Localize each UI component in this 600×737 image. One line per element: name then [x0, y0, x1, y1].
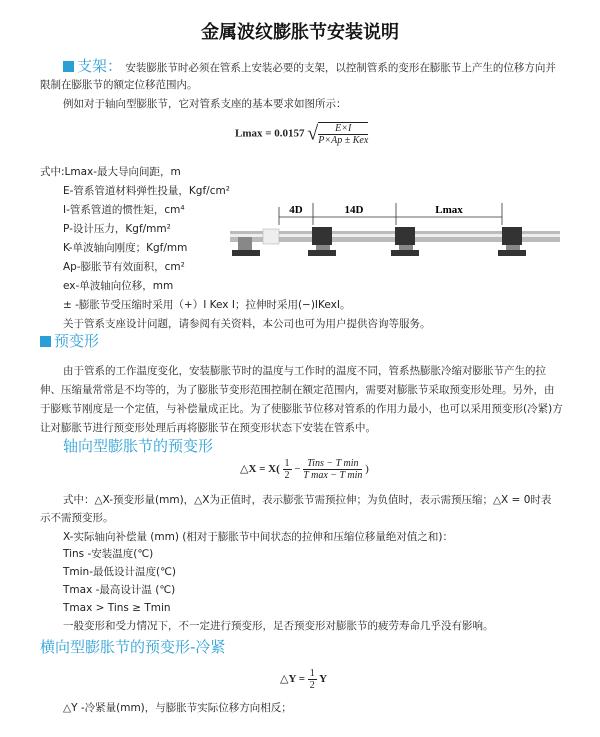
support-heading: 支架：	[63, 57, 122, 75]
lateral-formula: △Y = $\frac{1}{2}$ Y	[280, 668, 328, 691]
legend-item: K-单波轴向刚度；Kgf/mm	[63, 242, 188, 254]
axial-text: Tmax > Tins ≥ Tmin	[63, 602, 171, 614]
axial-formula: △X = X( $\frac{1}{2}$ − $\frac{\text{Tins − T min}}{\text{T max − T min}}$ )	[240, 458, 369, 481]
axial-text: Tins -安装温度(℃)	[63, 548, 154, 560]
predeform-text: 让对膨胀节进行预变形处理后再将膨胀节在预变形状态下安装在管系中。	[40, 422, 376, 434]
support-text: 安装膨胀节时必须在管系上安装必要的支架，以控制管系的变形在膨胀节上产生的位移方向并	[125, 62, 556, 74]
support-text-cont: 限制在膨胀节的额定位移范围内。	[40, 79, 198, 91]
page-title: 金属波纹膨胀节安装说明	[201, 22, 399, 43]
dim-label-lmax: Lmax	[435, 204, 463, 216]
legend-item: P-设计压力，Kgf/mm²	[63, 223, 171, 235]
axial-text: 式中：△X-预变形量(mm)，△X为正值时，表示膨张节需预拉伸；为负值时，表示需预压缩；△X = 0时表	[63, 494, 552, 506]
support-example: 例如对于轴向型膨胀节，它对管系支座的基本要求如图所示：	[63, 98, 347, 110]
lateral-text: △Y -冷紧量(mm)，与膨胀节实际位移方向相反；	[63, 702, 292, 714]
legend-item: I-管系管道的惯性矩，cm⁴	[63, 204, 185, 216]
legend-item: Ap-膨胀节有效面积，cm²	[63, 261, 185, 273]
axial-text: Tmin-最低设计温度(℃)	[63, 566, 176, 578]
axial-text: 一般变形和受力情况下，不一定进行预变形，足否预变形对膨胀节的疲劳寿命几乎没有影响。	[63, 620, 494, 632]
dim-label-14d: 14D	[344, 204, 364, 216]
axial-text: 示不需预变形。	[40, 512, 114, 524]
axial-text: X-实际轴向补偿量 (mm) (相对于膨胀节中间状态的拉伸和压缩位移量绝对值之和)：	[63, 531, 453, 543]
legend-item: 关于管系支座设计问题，请参阅有关资料，本公司也可为用户提供咨询等服务。	[63, 318, 431, 330]
legend-item: ± -膨胀节受压缩时采用（+）I Kex I；拉伸时采用(−)IKexI。	[63, 299, 351, 311]
axial-heading: 轴向型膨胀节的预变形	[63, 437, 214, 455]
predeform-text: 于膨账节刚度是一个定值，与补偿量成正比。为了使膨胀节位移对管系的作用力最小，也可以采用预变形(冷紧)方	[40, 403, 563, 415]
legend-item: E-管系管道材料弹性投量，Kgf/cm²	[63, 185, 230, 197]
pipe-support-diagram	[230, 195, 570, 260]
axial-text: Tmax -最高设计温 (℃)	[63, 584, 176, 596]
dim-label-4d: 4D	[289, 204, 303, 216]
predeform-text: 伸、压缩量常常是不均等的，为了膨胀节变形范围控制在额定范围内，需要对膨胀节采取预变形处理。另外，由	[40, 384, 555, 396]
predeform-text: 由于管系的工作温度变化，安装膨胀节时的温度与工作时的温度不同，管系热膨胀冷缩对膨胀节产生的拉	[63, 365, 546, 377]
legend-intro: 式中:Lmax-最大导向间距，m	[40, 166, 181, 178]
lmax-formula: Lmax = 0.0157 √ $\frac{E\times I}{\text{P×Ap ± Kex}}$	[235, 122, 369, 146]
lateral-heading: 横向型膨胀节的预变形-冷紧	[40, 638, 226, 656]
predeform-heading: 预变形	[40, 333, 99, 351]
square-bullet-icon	[63, 61, 74, 72]
square-bullet-icon	[40, 336, 51, 347]
support-first-line	[63, 58, 556, 76]
legend-item: ex-单波轴向位移，mm	[63, 280, 174, 292]
